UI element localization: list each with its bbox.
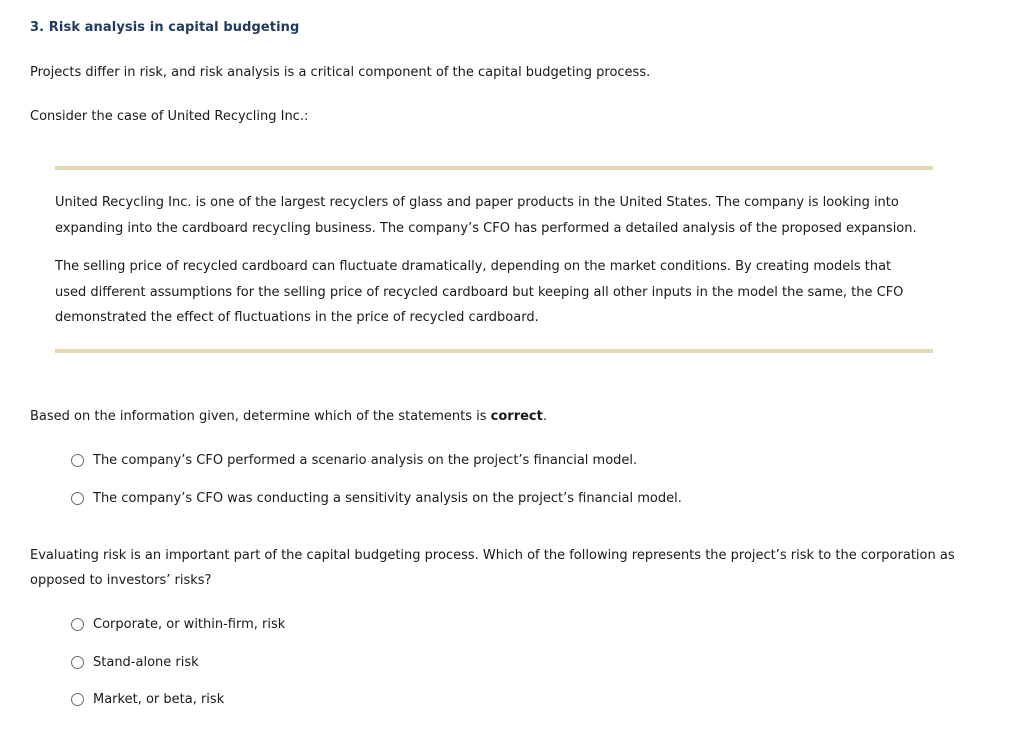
option-label: Corporate, or within-firm, risk (93, 616, 286, 632)
option-label: Market, or beta, risk (93, 691, 225, 707)
case-box (55, 166, 933, 354)
question-1-prompt-emphasis: correct (490, 409, 543, 424)
radio-button[interactable] (71, 618, 84, 631)
question-2-option-corporate[interactable] (71, 614, 285, 634)
radio-button[interactable] (71, 656, 84, 669)
question-1-prompt-end: . (542, 409, 547, 424)
case-paragraph-1: United Recycling Inc. is one of the largest recyclers of glass and paper products in the United States. The company is looking into expanding into the cardboard recycling business. The company’s CFO has performed a detailed analysis of the proposed expansion. (55, 195, 917, 236)
question-1-option-sensitivity[interactable] (71, 488, 682, 508)
question-2-prompt: Evaluating risk is an important part of the capital budgeting process. Which of the following represents the project’s risk to the corporation as opposed to investors’ risks? (30, 548, 955, 588)
case-paragraph-2: The selling price of recycled cardboard can fluctuate dramatically, depending on the market conditions. By creating models that used different assumptions for the selling price of recycled cardboard but keeping all other inputs in the model the same, the CFO demonstrated the effect of fluctuations in the price of recycled cardboard. (55, 259, 904, 325)
option-label: Stand-alone risk (93, 654, 199, 670)
case-top-divider (55, 166, 933, 170)
question-1-option-scenario[interactable] (71, 450, 637, 470)
option-label: The company’s CFO was conducting a sensitivity analysis on the project’s financial model. (93, 490, 682, 506)
case-bottom-divider (55, 349, 933, 353)
question-1-prompt (30, 404, 1000, 429)
question-2-option-market[interactable] (71, 689, 224, 709)
radio-button[interactable] (71, 454, 84, 467)
question-1-prompt-text: Based on the information given, determine which of the statements is (30, 409, 491, 424)
intro-text: Projects differ in risk, and risk analysis is a critical component of the capital budgeting process. (30, 65, 651, 80)
question-2-option-stand-alone[interactable] (71, 652, 199, 672)
radio-button[interactable] (71, 693, 84, 706)
option-label: The company’s CFO performed a scenario analysis on the project’s financial model. (93, 452, 638, 468)
consider-text: Consider the case of United Recycling Inc.: (30, 109, 309, 124)
section-title: 3. Risk analysis in capital budgeting (30, 20, 300, 35)
radio-button[interactable] (71, 492, 84, 505)
